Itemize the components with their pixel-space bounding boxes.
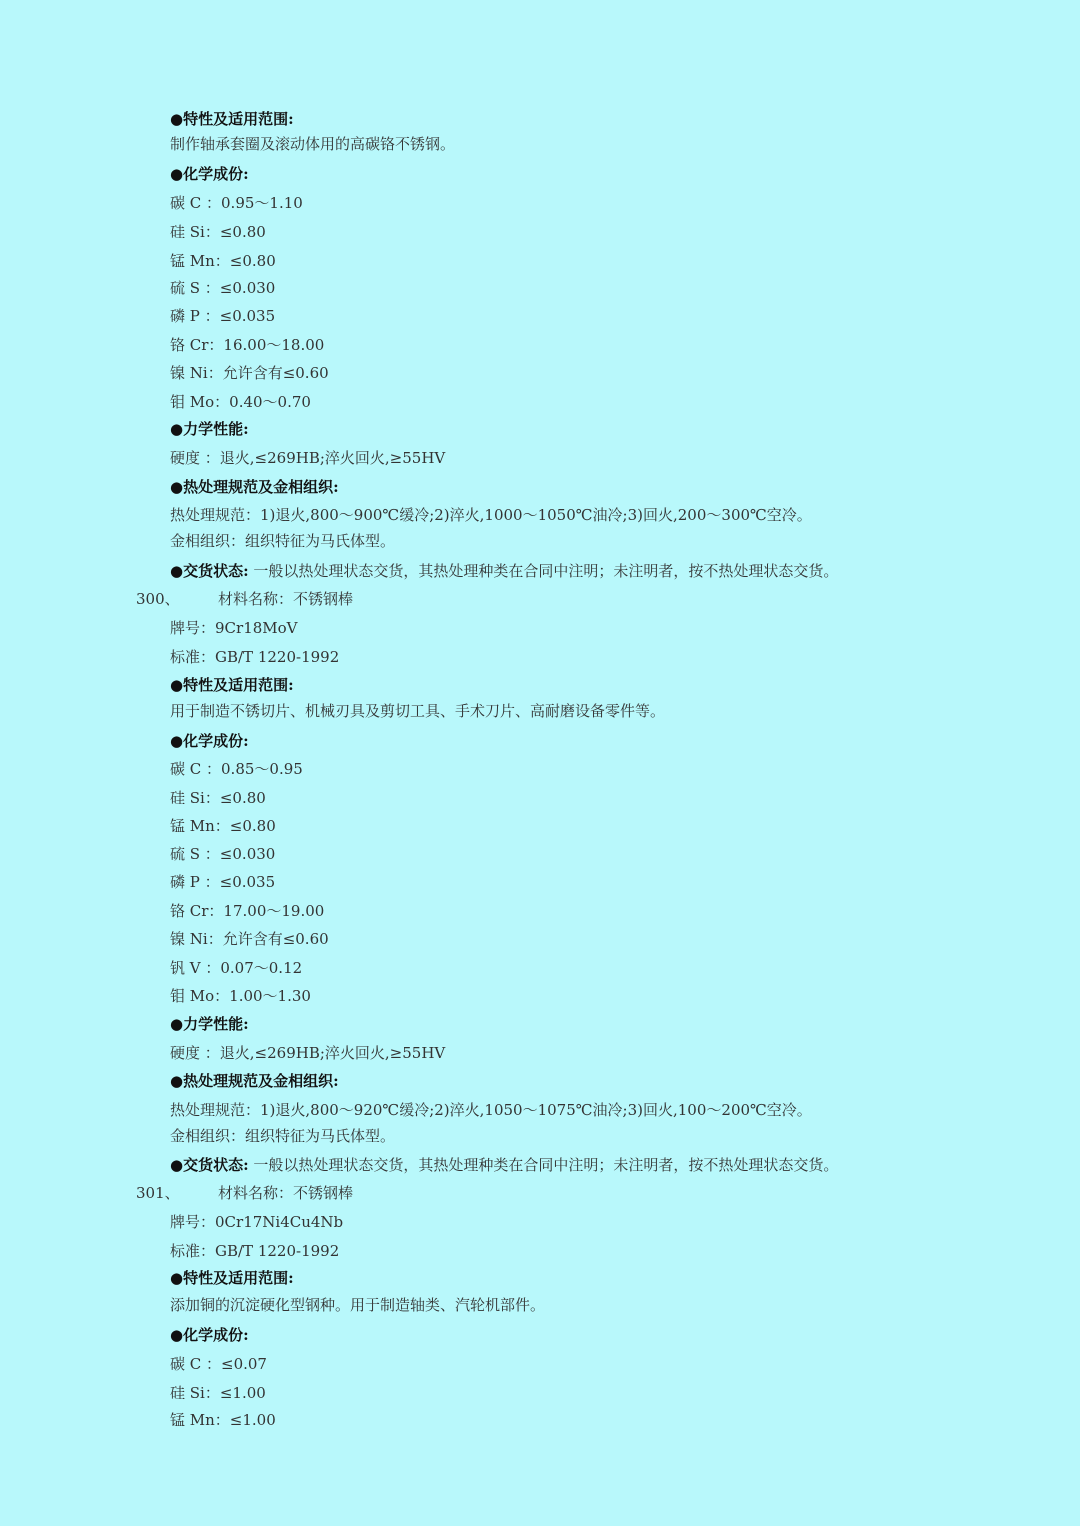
- section-heading: ●特性及适用范围:: [170, 1269, 294, 1287]
- section-heading: ●化学成份:: [170, 1326, 249, 1344]
- section-heading: ●化学成份:: [170, 732, 249, 750]
- section-heading: ●特性及适用范围:: [170, 676, 294, 694]
- body-text-line: 标准：GB/T 1220-1992: [170, 1242, 340, 1260]
- entry-number: 300、: [136, 590, 180, 608]
- section-heading: ●力学性能:: [170, 1015, 249, 1033]
- delivery-status-line: [170, 1154, 838, 1176]
- body-text-line: 硬度 ：退火,≤269HB;淬火回火,≥55HV: [170, 449, 446, 467]
- body-text-line: 锰 Mn：≤0.80: [170, 252, 276, 270]
- material-entry-header: [136, 1182, 353, 1204]
- material-entry-header: [136, 588, 353, 610]
- delivery-status-label: ●交货状态:: [170, 562, 249, 580]
- body-text-line: 热处理规范：1)退火,800～900℃缓冷;2)淬火,1000～1050℃油冷;3)回火,200～300℃空冷。: [170, 506, 812, 524]
- delivery-status-text: 一般以热处理状态交货，其热处理种类在合同中注明；未注明者，按不热处理状态交货。: [248, 1156, 839, 1174]
- body-text-line: 铬 Cr：16.00～18.00: [170, 336, 325, 354]
- section-heading: ●化学成份:: [170, 165, 249, 183]
- body-text-line: 磷 P ：≤0.035: [170, 873, 276, 891]
- body-text-line: 金相组织：组织特征为马氏体型。: [170, 1127, 396, 1145]
- body-text-line: 钼 Mo：1.00～1.30: [170, 987, 311, 1005]
- body-text-line: 硅 Si：≤0.80: [170, 789, 266, 807]
- body-text-line: 碳 C ：≤0.07: [170, 1355, 267, 1373]
- body-text-line: 添加铜的沉淀硬化型钢种。用于制造轴类、汽轮机部件。: [170, 1296, 546, 1314]
- body-text-line: 制作轴承套圈及滚动体用的高碳铬不锈钢。: [170, 135, 456, 153]
- delivery-status-line: [170, 560, 838, 582]
- body-text-line: 硫 S ：≤0.030: [170, 845, 276, 863]
- body-text-line: 牌号：0Cr17Ni4Cu4Nb: [170, 1213, 344, 1231]
- body-text-line: 标准：GB/T 1220-1992: [170, 648, 340, 666]
- body-text-line: 用于制造不锈切片、机械刃具及剪切工具、手术刀片、高耐磨设备零件等。: [170, 702, 666, 720]
- delivery-status-text: 一般以热处理状态交货，其热处理种类在合同中注明；未注明者，按不热处理状态交货。: [248, 562, 839, 580]
- section-heading: ●特性及适用范围:: [170, 110, 294, 128]
- body-text-line: 镍 Ni：允许含有≤0.60: [170, 930, 329, 948]
- body-text-line: 钼 Mo：0.40～0.70: [170, 393, 311, 411]
- body-text-line: 碳 C ：0.95～1.10: [170, 194, 303, 212]
- body-text-line: 磷 P ：≤0.035: [170, 307, 276, 325]
- section-heading: ●热处理规范及金相组织:: [170, 1072, 339, 1090]
- body-text-line: 镍 Ni：允许含有≤0.60: [170, 364, 329, 382]
- body-text-line: 铬 Cr：17.00～19.00: [170, 902, 325, 920]
- body-text-line: 硅 Si：≤1.00: [170, 1384, 266, 1402]
- entry-number: 301、: [136, 1184, 180, 1202]
- body-text-line: 金相组织：组织特征为马氏体型。: [170, 532, 396, 550]
- body-text-line: 钒 V ：0.07～0.12: [170, 959, 303, 977]
- section-heading: ●力学性能:: [170, 420, 249, 438]
- body-text-line: 硬度 ：退火,≤269HB;淬火回火,≥55HV: [170, 1044, 446, 1062]
- material-name: 材料名称：不锈钢棒: [218, 590, 354, 608]
- material-name: 材料名称：不锈钢棒: [218, 1184, 354, 1202]
- body-text-line: 硫 S ：≤0.030: [170, 279, 276, 297]
- delivery-status-label: ●交货状态:: [170, 1156, 249, 1174]
- body-text-line: 牌号：9Cr18MoV: [170, 619, 298, 637]
- body-text-line: 锰 Mn：≤1.00: [170, 1411, 276, 1429]
- body-text-line: 热处理规范：1)退火,800～920℃缓冷;2)淬火,1050～1075℃油冷;3)回火,100～200℃空冷。: [170, 1101, 812, 1119]
- body-text-line: 硅 Si：≤0.80: [170, 223, 266, 241]
- body-text-line: 碳 C ：0.85～0.95: [170, 760, 303, 778]
- body-text-line: 锰 Mn：≤0.80: [170, 817, 276, 835]
- section-heading: ●热处理规范及金相组织:: [170, 478, 339, 496]
